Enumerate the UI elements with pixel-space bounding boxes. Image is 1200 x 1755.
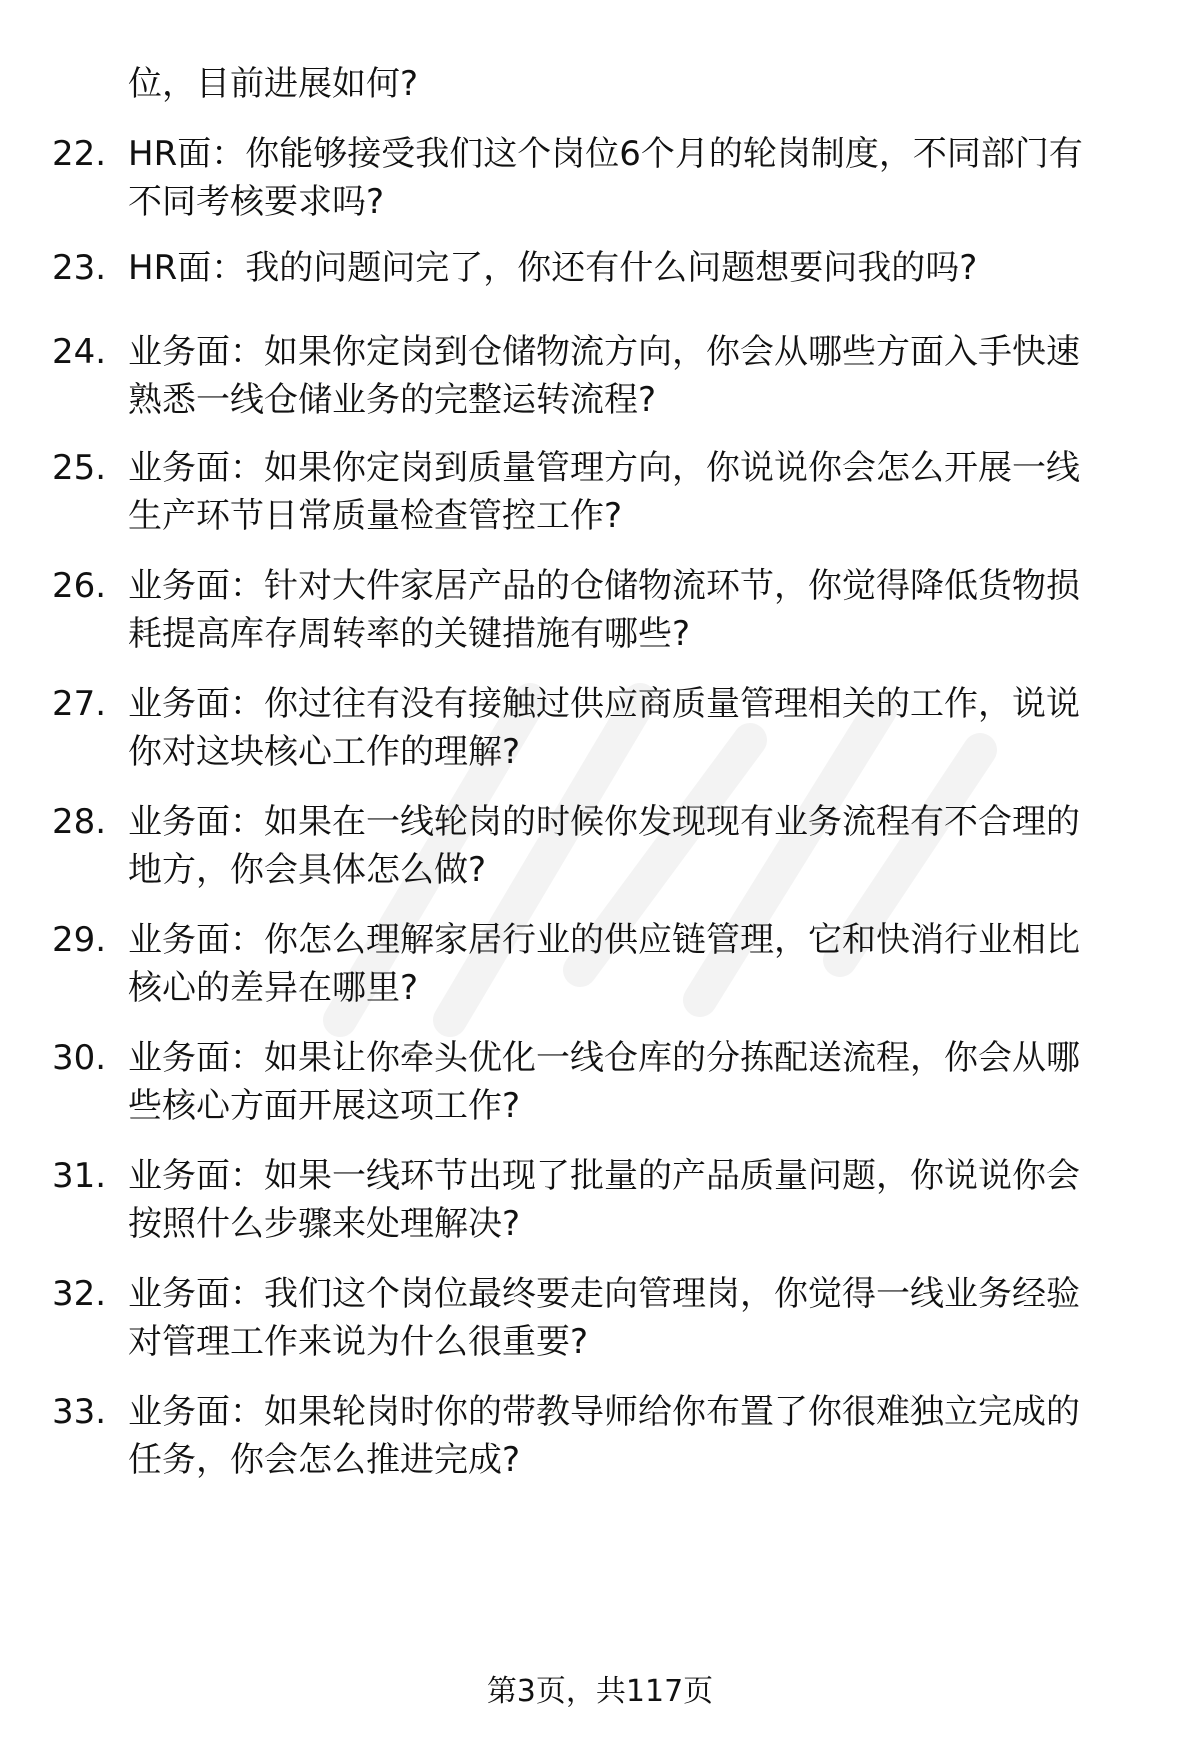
question-text-line: 任务，你会怎么推进完成? (128, 1440, 521, 1480)
question-text-line: HR面：你能够接受我们这个岗位6个月的轮岗制度，不同部门有 (128, 134, 1083, 174)
question-text-line: 业务面：如果轮岗时你的带教导师给你布置了你很难独立完成的 (128, 1392, 1080, 1432)
question-text-line: 对管理工作来说为什么很重要? (128, 1322, 589, 1362)
question-number: 24. (52, 332, 107, 372)
question-number: 27. (52, 684, 107, 724)
question-text-line: 业务面：如果让你牵头优化一线仓库的分拣配送流程，你会从哪 (128, 1038, 1080, 1078)
question-number: 28. (52, 802, 107, 842)
question-text-line: 地方，你会具体怎么做? (128, 850, 487, 890)
question-text-line: 业务面：我们这个岗位最终要走向管理岗，你觉得一线业务经验 (128, 1274, 1080, 1314)
question-number: 23. (52, 248, 107, 288)
question-text-line: 熟悉一线仓储业务的完整运转流程? (128, 380, 657, 420)
question-number: 30. (52, 1038, 107, 1078)
question-number: 25. (52, 448, 107, 488)
question-text-line: 业务面：你怎么理解家居行业的供应链管理，它和快消行业相比 (128, 920, 1080, 960)
question-text-line: 按照什么步骤来处理解决? (128, 1204, 521, 1244)
question-text-line: 业务面：如果一线环节出现了批量的产品质量问题，你说说你会 (128, 1156, 1080, 1196)
question-number: 22. (52, 134, 107, 174)
question-text-line: HR面：我的问题问完了，你还有什么问题想要问我的吗? (128, 248, 978, 288)
question-number: 31. (52, 1156, 107, 1196)
continued-question-text: 位，目前进展如何? (128, 64, 419, 104)
question-text-line: 你对这块核心工作的理解? (128, 732, 521, 772)
question-text-line: 业务面：针对大件家居产品的仓储物流环节，你觉得降低货物损 (128, 566, 1080, 606)
question-text-line: 生产环节日常质量检查管控工作? (128, 496, 623, 536)
question-text-line: 业务面：如果你定岗到仓储物流方向，你会从哪些方面入手快速 (128, 332, 1080, 372)
question-number: 26. (52, 566, 107, 606)
question-number: 29. (52, 920, 107, 960)
page-footer: 第3页，共117页 (486, 1674, 714, 1709)
question-text-line: 业务面：你过往有没有接触过供应商质量管理相关的工作，说说 (128, 684, 1080, 724)
question-number: 32. (52, 1274, 107, 1314)
question-text-line: 耗提高库存周转率的关键措施有哪些? (128, 614, 691, 654)
question-number: 33. (52, 1392, 107, 1432)
question-text-line: 业务面：如果在一线轮岗的时候你发现现有业务流程有不合理的 (128, 802, 1080, 842)
question-text-line: 业务面：如果你定岗到质量管理方向，你说说你会怎么开展一线 (128, 448, 1080, 488)
question-text-line: 核心的差异在哪里? (128, 968, 419, 1008)
question-text-line: 些核心方面开展这项工作? (128, 1086, 521, 1126)
question-text-line: 不同考核要求吗? (128, 182, 385, 222)
